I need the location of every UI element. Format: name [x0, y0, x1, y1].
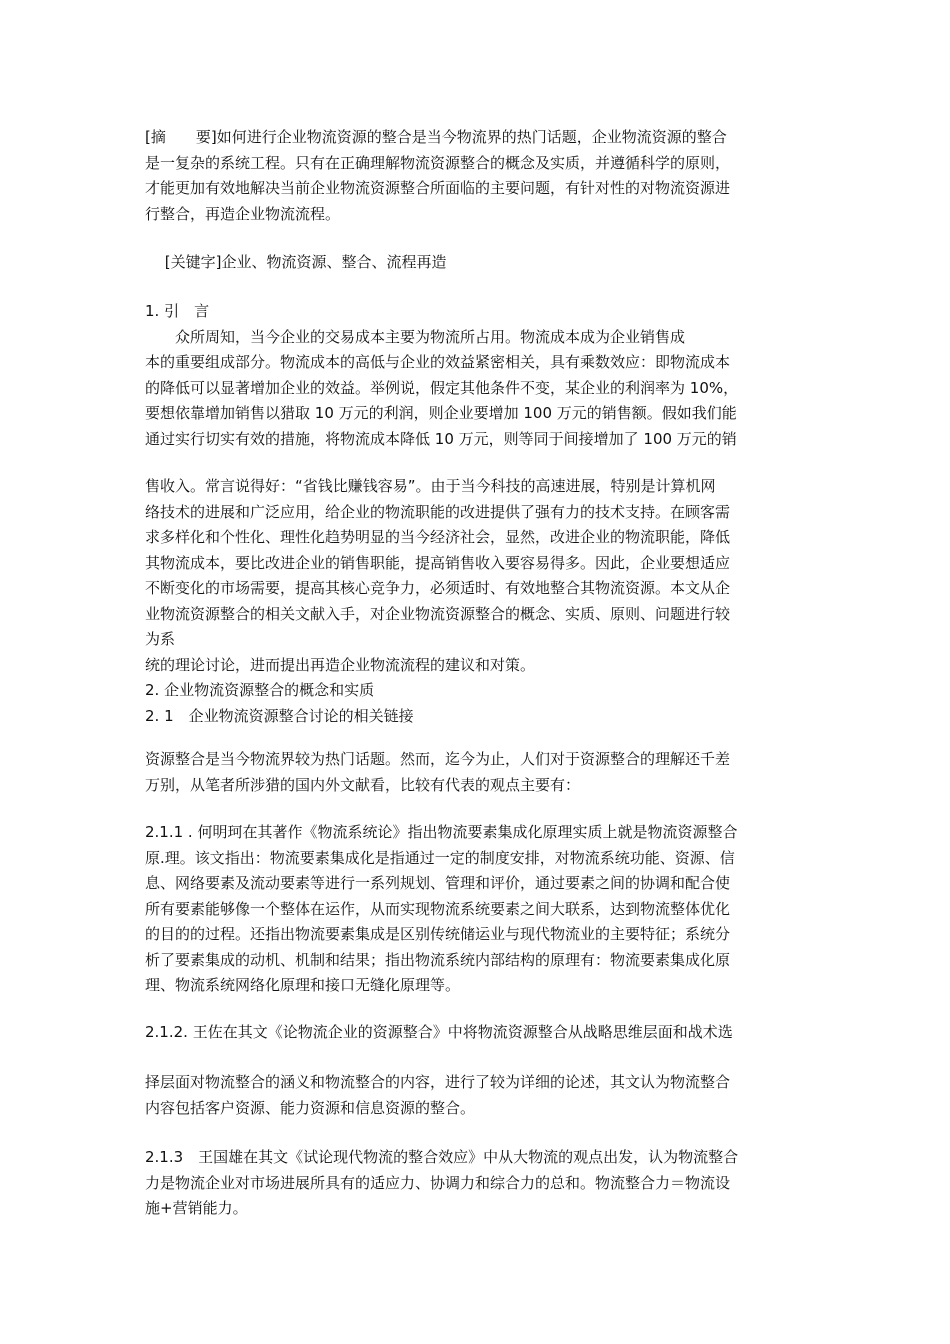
section-2-1-2-continued — [145, 1070, 810, 1121]
text-line: 是一复杂的系统工程。只有在正确理解物流资源整合的概念及实质，并遵循科学的原则， — [145, 153, 731, 172]
text-line: 息、网络要素及流动要素等进行一系列规划、管理和评价，通过要素之间的协调和配合使 — [145, 874, 731, 892]
text-line: 统的理论讨论，进而提出再造企业物流流程的建议和对策。 — [145, 655, 536, 674]
text-line: [摘 要]如何进行企业物流资源的整合是当今物流界的热门话题，企业物流资源的整合 — [145, 128, 727, 146]
keywords-line: [关键字]企业、物流资源、整合、流程再造 — [145, 253, 447, 271]
section-2-1-1 — [145, 820, 810, 999]
text-line: 万别，从笔者所涉猎的国内外文献看，比较有代表的观点主要有： — [145, 775, 581, 794]
text-line: 资源整合是当今物流界较为热门话题。然而，迄今为止，人们对于资源整合的理解还千差 — [145, 750, 731, 768]
text-line: 施+营销能力。 — [145, 1199, 248, 1217]
text-line: 络技术的进展和广泛应用，给企业的物流职能的改进提供了强有力的技术支持。在顾客需 — [145, 502, 731, 521]
text-line: 不断变化的市场需要，提高其核心竞争力，必须适时、有效地整合其物流资源。本文从企 — [145, 579, 731, 597]
text-line: 力是物流企业对市场进展所具有的适应力、协调力和综合力的总和。物流整合力＝物流设 — [145, 1173, 731, 1192]
section-2-heading: 2. 企业物流资源整合的概念和实质 — [145, 681, 375, 699]
text-line: 售收入。常言说得好：“省钱比赚钱容易”。由于当今科技的高速进展，特别是计算机网 — [145, 477, 716, 495]
text-line: 求多样化和个性化、理性化趋势明显的当今经济社会，显然，改进企业的物流职能，降低 — [145, 528, 731, 546]
text-line: 2.1.1 . 何明珂在其著作《物流系统论》指出物流要素集成化原理实质上就是物流资源整合 — [145, 823, 738, 841]
text-line: 才能更加有效地解决当前企业物流资源整合所面临的主要问题，有针对性的对物流资源进 — [145, 179, 731, 197]
section-2-1-heading: 2. 1 企业物流资源整合讨论的相关链接 — [145, 706, 414, 725]
text-line: 的降低可以显著增加企业的效益。举例说，假定其他条件不变，某企业的利润率为 10%， — [145, 378, 739, 397]
keywords-paragraph — [145, 250, 810, 276]
section-1-paragraph-2 — [145, 474, 810, 729]
abstract-paragraph — [145, 125, 810, 227]
text-line: 2.1.2. 王佐在其文《论物流企业的资源整合》中将物流资源整合从战略思维层面和战术选 — [145, 1023, 733, 1041]
text-line: 本的重要组成部分。物流成本的高低与企业的效益紧密相关，具有乘数效应：即物流成本 — [145, 353, 731, 371]
text-line: 为系 — [145, 630, 176, 648]
text-line: 原.理。该文指出：物流要素集成化是指通过一定的制度安排，对物流系统功能、资源、信 — [145, 848, 735, 867]
text-line: 理、物流系统网络化原理和接口无缝化原理等。 — [145, 976, 461, 994]
text-line: 的目的的过程。还指出物流要素集成是区别传统储运业与现代物流业的主要特征；系统分 — [145, 925, 731, 943]
text-line: 所有要素能够像一个整体在运作，从而实现物流系统要素之间大联系，达到物流整体优化 — [145, 899, 731, 918]
section-1 — [145, 299, 810, 452]
text-line: 众所周知，当今企业的交易成本主要为物流所占用。物流成本成为企业销售成 — [145, 327, 686, 346]
section-2-intro — [145, 747, 810, 798]
text-line: 要想依靠增加销售以猎取 10 万元的利润，则企业要增加 100 万元的销售额。假如我们能 — [145, 404, 737, 422]
section-2-1-2-start — [145, 1020, 810, 1046]
text-line: 业物流资源整合的相关文献入手，对企业物流资源整合的概念、实质、原则、问题进行较 — [145, 604, 731, 623]
text-line: 择层面对物流整合的涵义和物流整合的内容，进行了较为详细的论述，其文认为物流整合 — [145, 1073, 731, 1091]
text-line: 析了要素集成的动机、机制和结果；指出物流系统内部结构的原理有：物流要素集成化原 — [145, 950, 731, 969]
text-line: 行整合，再造企业物流流程。 — [145, 204, 341, 223]
text-line: 其物流成本，要比改进企业的销售职能，提高销售收入要容易得多。因此，企业要想适应 — [145, 553, 731, 572]
section-1-heading: 1. 引 言 — [145, 302, 210, 320]
text-line: 2.1.3 王国雄在其文《试论现代物流的整合效应》中从大物流的观点出发，认为物流整合 — [145, 1148, 739, 1166]
text-line: 内容包括客户资源、能力资源和信息资源的整合。 — [145, 1098, 476, 1117]
text-line: 通过实行切实有效的措施，将物流成本降低 10 万元，则等同于间接增加了 100 万元的销 — [145, 429, 737, 448]
section-2-1-3 — [145, 1145, 810, 1222]
